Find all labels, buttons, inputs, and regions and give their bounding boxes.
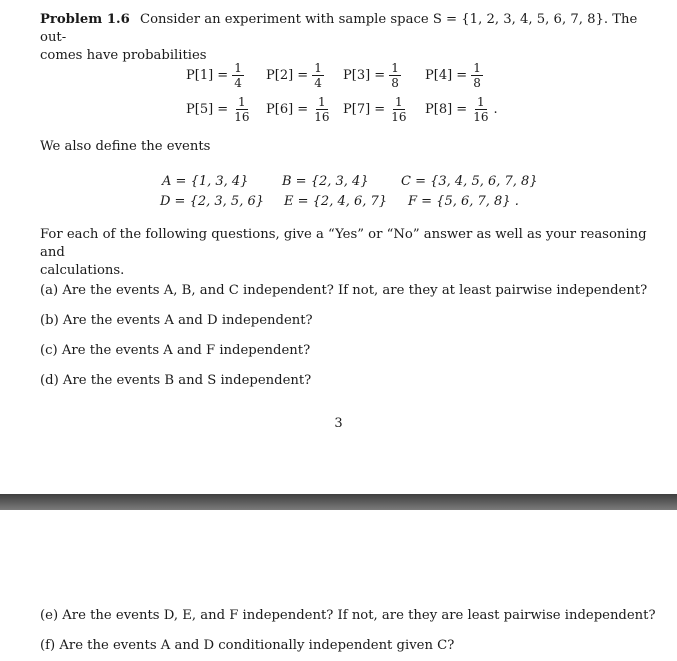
fraction-denominator: 16 (314, 109, 330, 124)
fraction-denominator: 8 (473, 75, 481, 90)
prob-fraction (471, 62, 483, 89)
prob-fraction (232, 62, 244, 89)
fraction-denominator: 8 (391, 75, 399, 90)
prob-label: P[3] = (343, 67, 386, 83)
question-b: (b) Are the events A and D independent? (40, 313, 313, 328)
probability-p2 (266, 60, 324, 90)
page-separator (0, 494, 677, 510)
event-a: A = {1, 3, 4} (162, 174, 249, 189)
instructions (40, 226, 650, 280)
prob-label: P[5] = (186, 101, 229, 117)
problem-label: Problem 1.6 (40, 12, 130, 27)
prob-fraction (389, 62, 401, 89)
event-b: B = {2, 3, 4} (282, 174, 369, 189)
fraction-denominator: 4 (234, 75, 242, 90)
probability-p7 (343, 94, 408, 124)
fraction-denominator: 16 (234, 109, 250, 124)
prob-fraction (312, 96, 331, 123)
question-a: (a) Are the events A, B, and C independent? If not, are they at least pairwise independent? (40, 283, 648, 298)
instructions-line2: calculations. (40, 263, 125, 278)
event-e: E = {2, 4, 6, 7} (284, 194, 388, 209)
prob-label: P[2] = (266, 67, 309, 83)
fraction-numerator: 1 (234, 60, 242, 75)
problem-intro-line1: Consider an experiment with sample space S = {1, 2, 3, 4, 5, 6, 7, 8}. The out- (40, 12, 638, 45)
prob-label: P[7] = (343, 101, 386, 117)
question-c: (c) Are the events A and F independent? (40, 343, 311, 358)
problem-intro-line2: comes have probabilities (40, 48, 207, 63)
fraction-denominator: 16 (473, 109, 489, 124)
event-d: D = {2, 3, 5, 6} (160, 194, 264, 209)
events-intro: We also define the events (40, 139, 211, 154)
event-f: F = {5, 6, 7, 8} . (408, 194, 519, 209)
prob-label: P[1] = (186, 67, 229, 83)
problem-intro (40, 11, 650, 65)
page-number: 3 (334, 416, 343, 431)
probability-p8 (425, 94, 498, 124)
fraction-numerator: 1 (391, 60, 399, 75)
fraction-numerator: 1 (238, 94, 246, 109)
fraction-numerator: 1 (477, 94, 485, 109)
prob-suffix: . (493, 101, 498, 117)
question-f: (f) Are the events A and D conditionally independent given C? (40, 638, 455, 653)
fraction-denominator: 4 (314, 75, 322, 90)
probability-p1 (186, 60, 244, 90)
fraction-numerator: 1 (314, 60, 322, 75)
event-c: C = {3, 4, 5, 6, 7, 8} (401, 174, 538, 189)
prob-label: P[6] = (266, 101, 309, 117)
probability-p3 (343, 60, 401, 90)
prob-fraction (312, 62, 324, 89)
prob-label: P[4] = (425, 67, 468, 83)
fraction-denominator: 16 (391, 109, 407, 124)
question-e: (e) Are the events D, E, and F independent? If not, are they are least pairwise independent? (40, 608, 656, 623)
prob-label: P[8] = (425, 101, 468, 117)
probability-p6 (266, 94, 331, 124)
prob-fraction (232, 96, 251, 123)
fraction-numerator: 1 (318, 94, 326, 109)
fraction-numerator: 1 (395, 94, 403, 109)
fraction-numerator: 1 (473, 60, 481, 75)
page-bottom (0, 510, 677, 661)
prob-fraction (389, 96, 408, 123)
prob-fraction (471, 96, 490, 123)
probability-p5 (186, 94, 251, 124)
instructions-line1: For each of the following questions, give a “Yes” or “No” answer as well as your reasoning and (40, 227, 647, 260)
question-d: (d) Are the events B and S independent? (40, 373, 312, 388)
probability-p4 (425, 60, 483, 90)
